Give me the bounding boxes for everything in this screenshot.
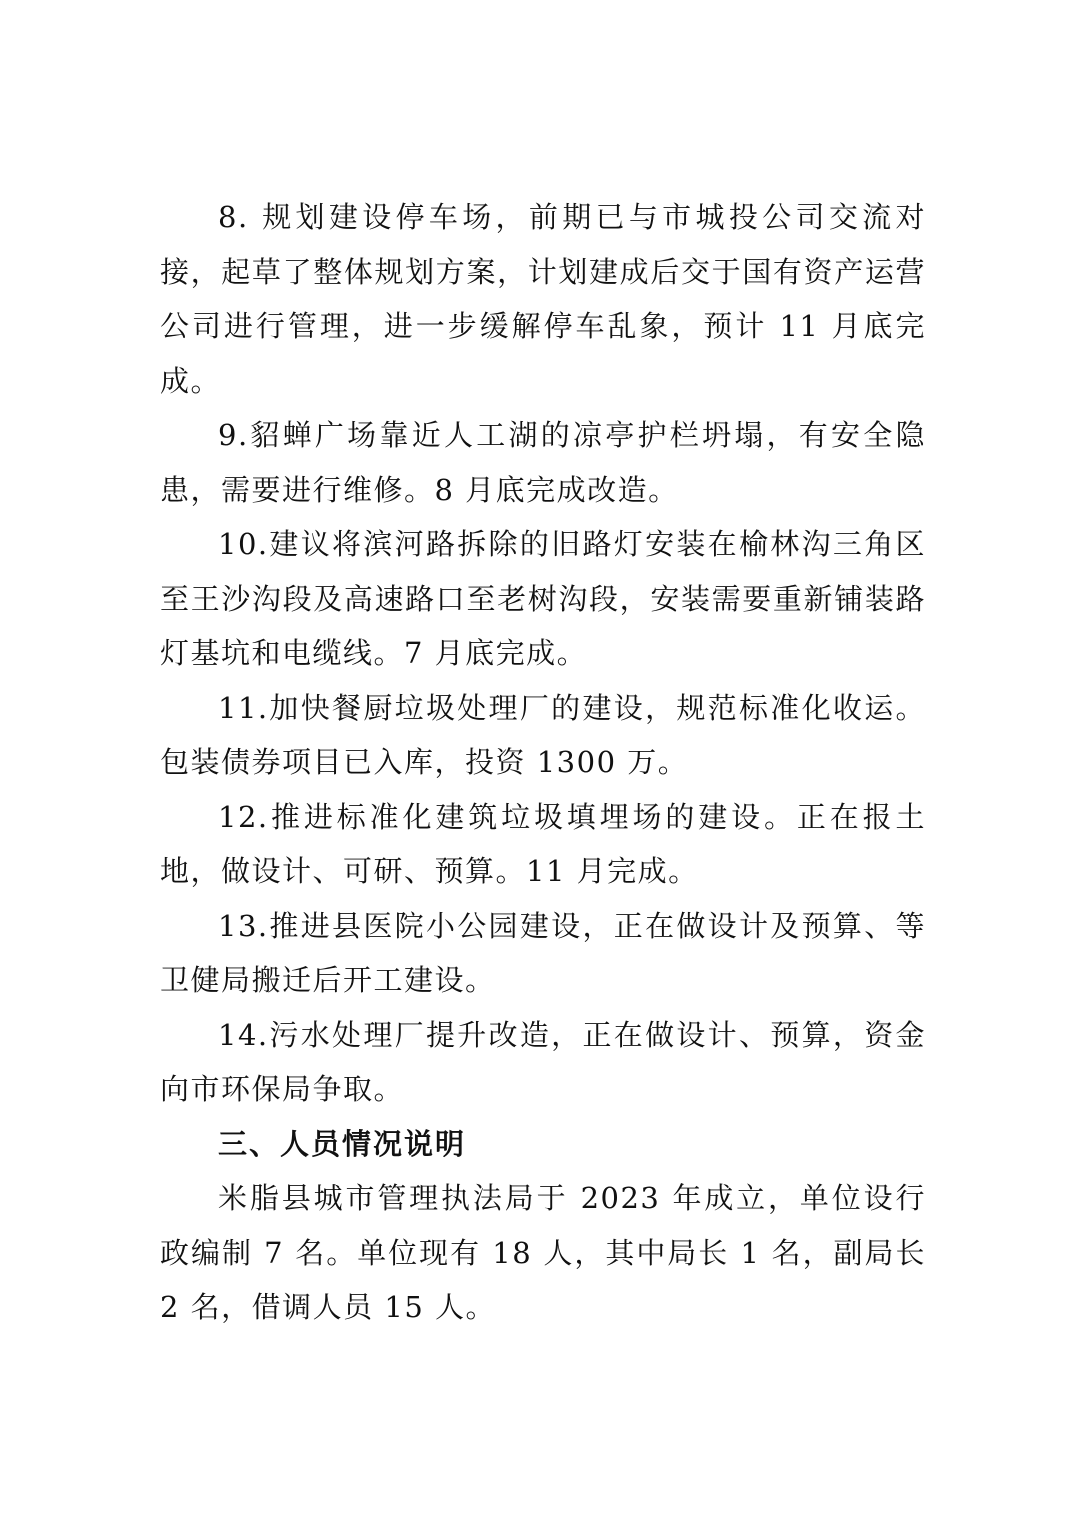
document-body — [160, 190, 926, 1335]
item-13-paragraph: 13.推进县医院小公园建设，正在做设计及预算、等卫健局搬迁后开工建设。 — [160, 908, 926, 997]
item-12-paragraph: 12.推进标准化建筑垃圾填埋场的建设。正在报土地，做设计、可研、预算。11 月完成。 — [160, 799, 926, 888]
staff-paragraph: 米脂县城市管理执法局于 2023 年成立，单位设行政编制 7 名。单位现有 18 人，其中局长 1 名，副局长 2 名，借调人员 15 人。 — [160, 1181, 926, 1324]
item-11-paragraph: 11.加快餐厨垃圾处理厂的建设，规范标准化收运。包装债券项目已入库，投资 1300 万。 — [160, 690, 926, 779]
item-14-paragraph: 14.污水处理厂提升改造，正在做设计、预算，资金向市环保局争取。 — [160, 1017, 926, 1106]
item-9-paragraph: 9.貂蝉广场靠近人工湖的凉亭护栏坍塌，有安全隐患，需要进行维修。8 月底完成改造。 — [160, 418, 926, 507]
section-heading: 三、人员情况说明 — [218, 1126, 467, 1161]
item-10-paragraph: 10.建议将滨河路拆除的旧路灯安装在榆林沟三角区至王沙沟段及高速路口至老树沟段，安装需要重新铺装路灯基坑和电缆线。7 月底完成。 — [160, 527, 926, 670]
item-8-paragraph: 8. 规划建设停车场，前期已与市城投公司交流对接，起草了整体规划方案，计划建成后交于国有资产运营公司进行管理，进一步缓解停车乱象，预计 11 月底完成。 — [160, 200, 926, 398]
